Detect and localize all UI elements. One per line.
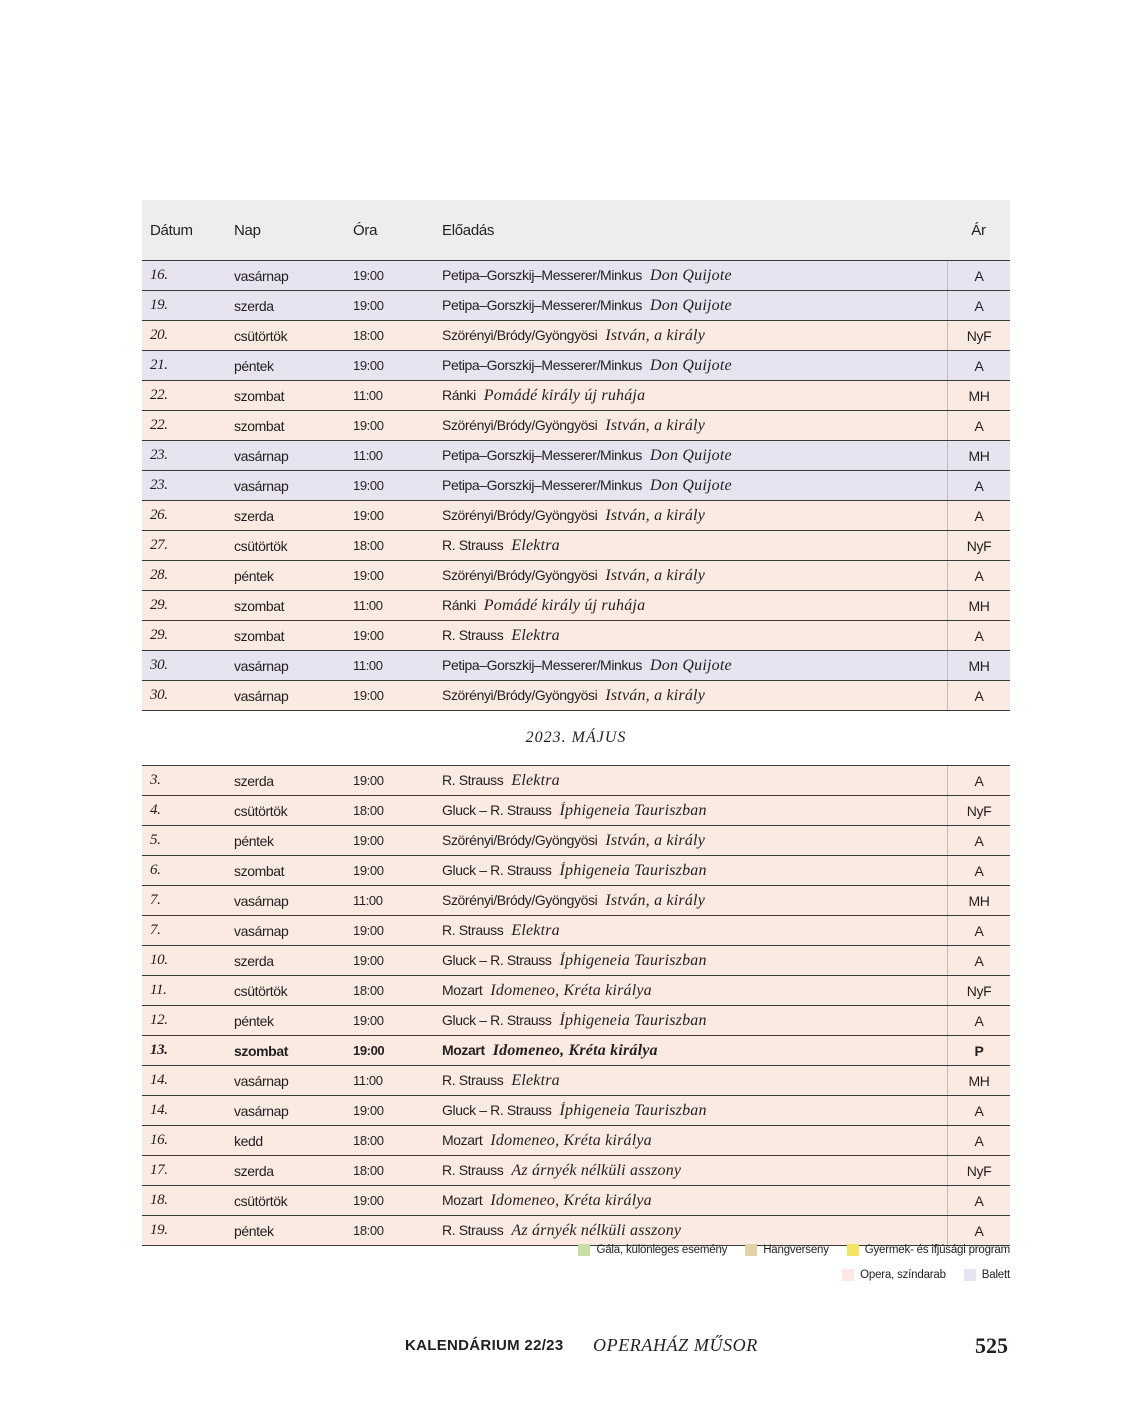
header-show: Előadás — [442, 221, 495, 239]
row-title: Don Quijote — [650, 296, 732, 314]
row-date: 20. — [150, 327, 168, 343]
row-date: 18. — [150, 1192, 168, 1208]
row-price: A — [947, 1096, 1010, 1125]
row-composer: Szörényi/Bródy/Gyöngyösi — [442, 506, 598, 523]
row-date: 29. — [150, 627, 168, 643]
row-title: Íphigeneia Tauriszban — [559, 1101, 707, 1119]
row-composer: Petipa–Gorszkij–Messerer/Minkus — [442, 296, 643, 313]
row-price: A — [947, 946, 1010, 975]
legend-gala — [578, 1244, 727, 1256]
row-show — [442, 567, 947, 585]
row-price: A — [947, 916, 1010, 945]
row-composer: R. Strauss — [442, 536, 504, 553]
row-day: péntek — [234, 1012, 274, 1029]
row-show — [442, 922, 947, 940]
row-day: csütörtök — [234, 802, 288, 819]
row-composer: Petipa–Gorszkij–Messerer/Minkus — [442, 446, 643, 463]
header-day: Nap — [234, 221, 261, 239]
april-rows — [142, 260, 1010, 711]
row-composer: R. Strauss — [442, 1161, 504, 1178]
row-date: 5. — [150, 832, 161, 848]
row-time: 11:00 — [353, 893, 383, 908]
table-row — [142, 621, 1010, 651]
row-time: 19:00 — [353, 298, 384, 313]
row-price: MH — [947, 651, 1010, 680]
row-day: péntek — [234, 357, 274, 374]
table-row — [142, 826, 1010, 856]
row-day: péntek — [234, 567, 274, 584]
row-time: 19:00 — [353, 418, 384, 433]
row-price: A — [947, 766, 1010, 795]
row-price: A — [947, 411, 1010, 440]
row-title: Don Quijote — [650, 356, 732, 374]
table-row — [142, 321, 1010, 351]
row-date: 17. — [150, 1162, 168, 1178]
table-row — [142, 591, 1010, 621]
row-composer: Mozart — [442, 1191, 483, 1208]
row-price: A — [947, 1006, 1010, 1035]
row-date: 4. — [150, 802, 161, 818]
row-day: vasárnap — [234, 892, 289, 909]
row-time: 19:00 — [353, 508, 384, 523]
row-title: Íphigeneia Tauriszban — [559, 1011, 707, 1029]
balett-swatch — [964, 1269, 976, 1281]
legend-gyermek — [847, 1244, 1010, 1256]
row-date: 10. — [150, 952, 168, 968]
row-price: A — [947, 471, 1010, 500]
row-date: 14. — [150, 1102, 168, 1118]
row-day: szombat — [234, 387, 285, 404]
row-date: 16. — [150, 267, 168, 283]
row-time: 19:00 — [353, 863, 384, 878]
row-show — [442, 657, 947, 675]
row-time: 18:00 — [353, 1223, 384, 1238]
table-row — [142, 501, 1010, 531]
row-price: A — [947, 291, 1010, 320]
row-composer: Petipa–Gorszkij–Messerer/Minkus — [442, 356, 643, 373]
table-row — [142, 651, 1010, 681]
row-composer: Szörényi/Bródy/Gyöngyösi — [442, 686, 598, 703]
row-show — [442, 387, 947, 405]
table-row — [142, 381, 1010, 411]
legend-balett — [964, 1269, 1010, 1281]
row-title: István, a király — [605, 831, 705, 849]
row-price: A — [947, 1216, 1010, 1245]
table-row — [142, 561, 1010, 591]
table-row — [142, 260, 1010, 291]
row-title: Pomádé király új ruhája — [483, 596, 646, 614]
row-time: 19:00 — [353, 923, 384, 938]
row-title: István, a király — [605, 566, 705, 584]
row-date: 30. — [150, 687, 168, 703]
row-time: 18:00 — [353, 983, 384, 998]
table-row — [142, 531, 1010, 561]
row-day: szombat — [234, 417, 285, 434]
row-composer: Szörényi/Bródy/Gyöngyösi — [442, 831, 598, 848]
row-title: Elektra — [511, 1071, 560, 1089]
row-show — [442, 447, 947, 465]
row-title: Íphigeneia Tauriszban — [559, 861, 707, 879]
row-show — [442, 802, 947, 820]
table-row — [142, 1096, 1010, 1126]
footer-kalendarium: KALENDÁRIUM 22/23 — [405, 1337, 564, 1354]
header-time: Óra — [353, 221, 378, 239]
row-show — [442, 772, 947, 790]
table-header — [142, 200, 1010, 260]
header-date: Dátum — [150, 221, 193, 239]
legend-hangverseny — [745, 1244, 829, 1256]
row-time: 11:00 — [353, 1073, 383, 1088]
row-title: Idomeneo, Kréta királya — [490, 981, 652, 999]
table-row — [142, 1126, 1010, 1156]
row-show — [442, 1162, 947, 1180]
row-show — [442, 1042, 947, 1060]
row-show — [442, 832, 947, 850]
row-price: NyF — [947, 796, 1010, 825]
row-price: NyF — [947, 1156, 1010, 1185]
row-price: A — [947, 1126, 1010, 1155]
row-title: Az árnyék nélküli asszony — [511, 1161, 682, 1179]
header-price: Ár — [971, 221, 986, 239]
row-day: vasárnap — [234, 267, 289, 284]
row-title: Idomeneo, Kréta királya — [490, 1191, 652, 1209]
row-day: vasárnap — [234, 687, 289, 704]
row-time: 19:00 — [353, 773, 384, 788]
legend-row-1 — [578, 1244, 1010, 1256]
row-show — [442, 1072, 947, 1090]
row-price: NyF — [947, 321, 1010, 350]
row-day: szerda — [234, 1162, 274, 1179]
row-date: 22. — [150, 417, 168, 433]
table-row — [142, 1216, 1010, 1246]
row-time: 19:00 — [353, 478, 384, 493]
row-title: István, a király — [605, 326, 705, 344]
row-composer: R. Strauss — [442, 1071, 504, 1088]
row-date: 27. — [150, 537, 168, 553]
table-row — [142, 681, 1010, 711]
row-time: 19:00 — [353, 1043, 385, 1058]
row-day: szombat — [234, 1042, 288, 1059]
row-day: szerda — [234, 772, 274, 789]
legend-opera-label: Opera, színdarab — [860, 1269, 946, 1281]
row-date: 13. — [150, 1042, 168, 1058]
gala-swatch — [578, 1244, 590, 1256]
row-day: szombat — [234, 597, 285, 614]
row-composer: Gluck – R. Strauss — [442, 1101, 552, 1118]
row-title: Don Quijote — [650, 266, 732, 284]
row-price: NyF — [947, 976, 1010, 1005]
row-composer: R. Strauss — [442, 921, 504, 938]
table-row — [142, 1186, 1010, 1216]
page-number: 525 — [975, 1333, 1008, 1358]
table-row — [142, 291, 1010, 321]
row-date: 30. — [150, 657, 168, 673]
row-date: 3. — [150, 772, 161, 788]
row-day: vasárnap — [234, 447, 289, 464]
opera-swatch — [842, 1269, 854, 1281]
row-composer: Gluck – R. Strauss — [442, 861, 552, 878]
row-composer: Ránki — [442, 596, 476, 613]
table-row — [142, 441, 1010, 471]
row-title: Don Quijote — [650, 476, 732, 494]
row-day: csütörtök — [234, 1192, 288, 1209]
row-composer: Petipa–Gorszkij–Messerer/Minkus — [442, 476, 643, 493]
row-price: A — [947, 856, 1010, 885]
row-date: 29. — [150, 597, 168, 613]
row-day: csütörtök — [234, 982, 288, 999]
table-row — [142, 1066, 1010, 1096]
row-show — [442, 537, 947, 555]
row-time: 19:00 — [353, 688, 384, 703]
row-show — [442, 1012, 947, 1030]
row-composer: Gluck – R. Strauss — [442, 951, 552, 968]
row-composer: Mozart — [442, 1131, 483, 1148]
row-date: 16. — [150, 1132, 168, 1148]
row-composer: Gluck – R. Strauss — [442, 1011, 552, 1028]
row-date: 7. — [150, 892, 161, 908]
row-title: Az árnyék nélküli asszony — [511, 1221, 682, 1239]
row-day: csütörtök — [234, 537, 288, 554]
row-composer: Petipa–Gorszkij–Messerer/Minkus — [442, 656, 643, 673]
table-row — [142, 886, 1010, 916]
row-price: A — [947, 826, 1010, 855]
row-composer: Petipa–Gorszkij–Messerer/Minkus — [442, 266, 643, 283]
row-date: 26. — [150, 507, 168, 523]
schedule-table — [142, 200, 1010, 1246]
row-time: 19:00 — [353, 358, 384, 373]
row-date: 19. — [150, 1222, 168, 1238]
page-footer — [0, 1333, 1123, 1359]
row-date: 14. — [150, 1072, 168, 1088]
row-show — [442, 1192, 947, 1210]
table-row — [142, 796, 1010, 826]
row-price: MH — [947, 381, 1010, 410]
row-show — [442, 952, 947, 970]
row-date: 12. — [150, 1012, 168, 1028]
row-price: P — [947, 1036, 1010, 1065]
row-day: vasárnap — [234, 1102, 289, 1119]
row-day: vasárnap — [234, 1072, 289, 1089]
row-title: István, a király — [605, 506, 705, 524]
row-time: 18:00 — [353, 328, 384, 343]
row-show — [442, 327, 947, 345]
row-composer: Szörényi/Bródy/Gyöngyösi — [442, 891, 598, 908]
table-row — [142, 351, 1010, 381]
row-show — [442, 982, 947, 1000]
month-heading: 2023. MÁJUS — [525, 729, 627, 746]
row-price: A — [947, 621, 1010, 650]
row-title: István, a király — [605, 416, 705, 434]
row-composer: Mozart — [442, 981, 483, 998]
table-row — [142, 765, 1010, 796]
row-show — [442, 1102, 947, 1120]
row-day: vasárnap — [234, 477, 289, 494]
row-composer: R. Strauss — [442, 771, 504, 788]
legend-row-2 — [842, 1269, 1010, 1281]
row-day: szerda — [234, 952, 274, 969]
row-price: A — [947, 501, 1010, 530]
row-price: A — [947, 261, 1010, 290]
row-composer: Szörényi/Bródy/Gyöngyösi — [442, 326, 598, 343]
row-day: szombat — [234, 862, 285, 879]
row-day: szombat — [234, 627, 285, 644]
table-row — [142, 471, 1010, 501]
row-date: 23. — [150, 447, 168, 463]
row-show — [442, 892, 947, 910]
row-show — [442, 477, 947, 495]
row-show — [442, 267, 947, 285]
row-show — [442, 297, 947, 315]
row-time: 11:00 — [353, 388, 383, 403]
table-row — [142, 976, 1010, 1006]
row-day: szerda — [234, 507, 274, 524]
row-time: 19:00 — [353, 1193, 384, 1208]
row-day: vasárnap — [234, 922, 289, 939]
row-title: Elektra — [511, 626, 560, 644]
row-date: 22. — [150, 387, 168, 403]
table-row — [142, 1036, 1010, 1066]
row-time: 19:00 — [353, 1013, 384, 1028]
row-price: A — [947, 351, 1010, 380]
row-time: 19:00 — [353, 833, 384, 848]
row-time: 18:00 — [353, 803, 384, 818]
row-time: 19:00 — [353, 568, 384, 583]
row-time: 18:00 — [353, 538, 384, 553]
row-show — [442, 357, 947, 375]
row-time: 11:00 — [353, 598, 383, 613]
legend-hangverseny-label: Hangverseny — [763, 1244, 829, 1256]
row-day: péntek — [234, 832, 274, 849]
row-title: Íphigeneia Tauriszban — [559, 951, 707, 969]
hangverseny-swatch — [745, 1244, 757, 1256]
legend-gyermek-label: Gyermek- és ifjúsági program — [864, 1244, 1010, 1256]
row-date: 19. — [150, 297, 168, 313]
row-show — [442, 507, 947, 525]
table-row — [142, 946, 1010, 976]
row-title: Idomeneo, Kréta királya — [490, 1131, 652, 1149]
row-day: szerda — [234, 297, 274, 314]
row-time: 18:00 — [353, 1163, 384, 1178]
row-show — [442, 1222, 947, 1240]
row-show — [442, 1132, 947, 1150]
table-row — [142, 1006, 1010, 1036]
row-time: 11:00 — [353, 448, 383, 463]
row-composer: Gluck – R. Strauss — [442, 801, 552, 818]
row-title: Pomádé király új ruhája — [483, 386, 646, 404]
row-date: 7. — [150, 922, 161, 938]
row-title: Don Quijote — [650, 446, 732, 464]
row-title: István, a király — [605, 686, 705, 704]
row-price: A — [947, 681, 1010, 710]
row-day: vasárnap — [234, 657, 289, 674]
row-title: Íphigeneia Tauriszban — [559, 801, 707, 819]
row-day: kedd — [234, 1132, 263, 1149]
may-rows — [142, 765, 1010, 1246]
row-show — [442, 417, 947, 435]
row-time: 19:00 — [353, 268, 384, 283]
gyermek-swatch — [847, 1244, 859, 1256]
footer-section-title: OPERAHÁZ MŰSOR — [593, 1335, 758, 1355]
row-title: Elektra — [511, 771, 560, 789]
table-row — [142, 1156, 1010, 1186]
row-title: István, a király — [605, 891, 705, 909]
row-day: csütörtök — [234, 327, 288, 344]
table-row — [142, 856, 1010, 886]
row-time: 19:00 — [353, 628, 384, 643]
row-price: A — [947, 1186, 1010, 1215]
row-composer: Mozart — [442, 1041, 485, 1058]
row-price: MH — [947, 441, 1010, 470]
row-show — [442, 687, 947, 705]
row-price: MH — [947, 886, 1010, 915]
row-date: 6. — [150, 862, 161, 878]
row-title: Idomeneo, Kréta királya — [492, 1041, 658, 1059]
row-price: A — [947, 561, 1010, 590]
row-time: 19:00 — [353, 953, 384, 968]
row-composer: Ránki — [442, 386, 476, 403]
row-time: 19:00 — [353, 1103, 384, 1118]
row-title: Don Quijote — [650, 656, 732, 674]
row-composer: Szörényi/Bródy/Gyöngyösi — [442, 416, 598, 433]
row-title: Elektra — [511, 921, 560, 939]
legend-balett-label: Balett — [981, 1269, 1010, 1281]
row-composer: Szörényi/Bródy/Gyöngyösi — [442, 566, 598, 583]
row-show — [442, 597, 947, 615]
row-title: Elektra — [511, 536, 560, 554]
row-composer: R. Strauss — [442, 1221, 504, 1238]
table-row — [142, 411, 1010, 441]
legend-opera — [842, 1269, 946, 1281]
row-composer: R. Strauss — [442, 626, 504, 643]
row-date: 28. — [150, 567, 168, 583]
row-price: MH — [947, 1066, 1010, 1095]
row-show — [442, 862, 947, 880]
row-time: 11:00 — [353, 658, 383, 673]
row-time: 18:00 — [353, 1133, 384, 1148]
row-show — [442, 627, 947, 645]
row-price: MH — [947, 591, 1010, 620]
table-row — [142, 916, 1010, 946]
row-day: péntek — [234, 1222, 274, 1239]
row-price: NyF — [947, 531, 1010, 560]
row-date: 23. — [150, 477, 168, 493]
row-date: 11. — [150, 982, 167, 998]
row-date: 21. — [150, 357, 168, 373]
legend-gala-label: Gála, különleges esemény — [596, 1244, 728, 1256]
